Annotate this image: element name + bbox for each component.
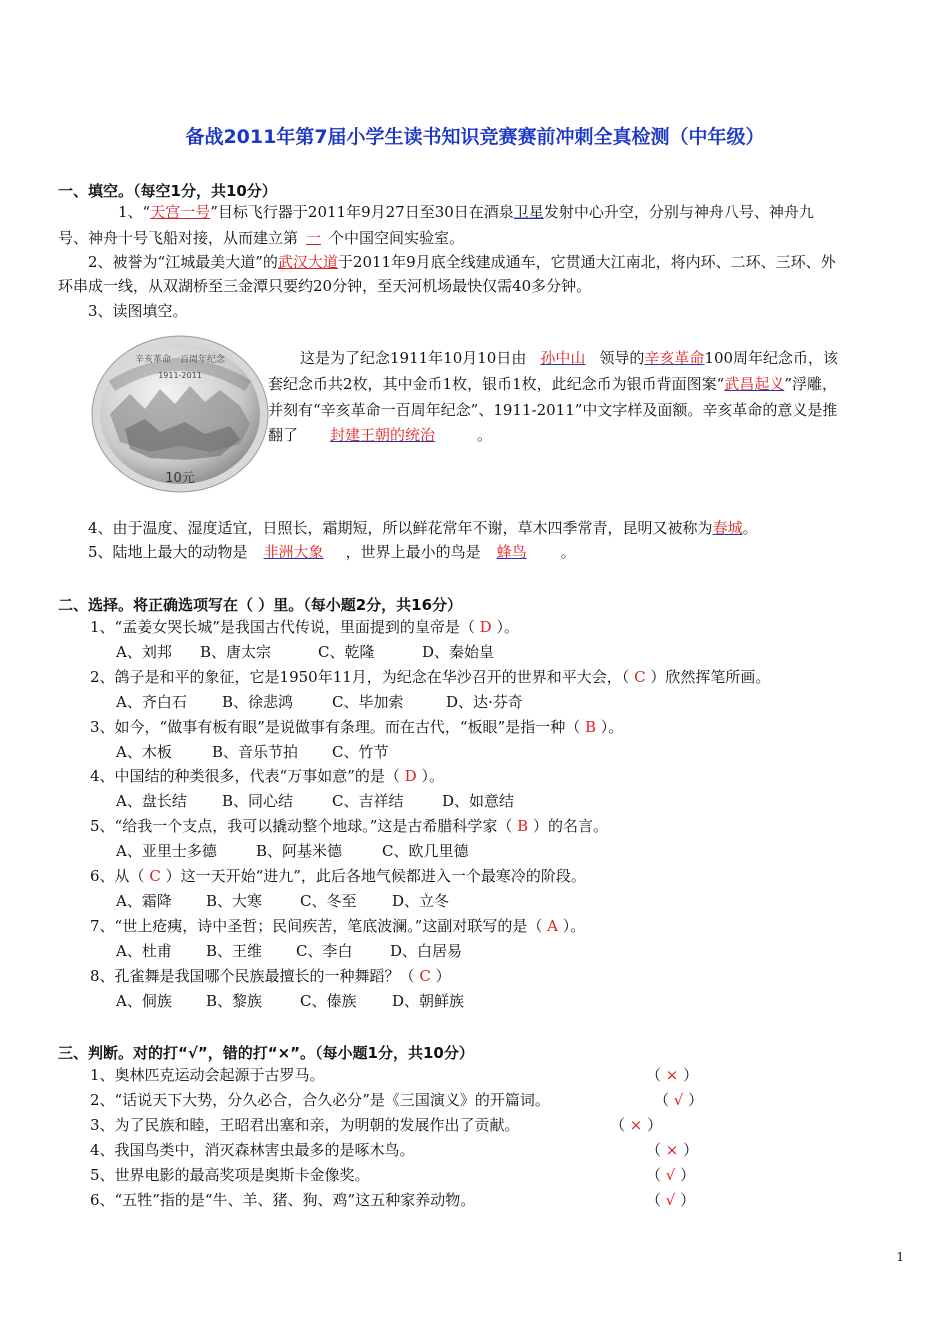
question-text: 6、从（: [90, 867, 145, 885]
answer-letter: B: [580, 717, 601, 736]
coin-top-text: 辛亥革命一百周年纪念: [134, 355, 226, 365]
answer-letter: C: [629, 667, 651, 686]
commemorative-coin-image: [90, 334, 270, 494]
question-text-end: ）: [435, 966, 451, 985]
choice-option: C、毕加索: [332, 692, 404, 711]
section-3-heading: 三、判断。对的打“√”，错的打“×”。（每小题1分，共10分）: [58, 1044, 474, 1062]
choice-option: D、秦始皇: [422, 643, 495, 661]
choice-option: C、冬至: [300, 892, 357, 910]
judgement-answer: （ √ ）: [654, 1091, 704, 1109]
question-text-end: ）的名言。: [532, 817, 608, 836]
question-text: 7、“世上疮痍，诗中圣哲；民间疾苦，笔底波澜。”这副对联写的是（: [90, 916, 543, 935]
choice-option: A、侗族: [116, 991, 172, 1010]
choice-option: C、竹节: [332, 742, 389, 761]
coin-years: 1911-2011: [158, 371, 202, 380]
answer-mark: √: [673, 1091, 684, 1109]
question-text: 8、孔雀舞是我国哪个民族最擅长的一种舞蹈？（: [90, 966, 415, 985]
q4-line: 4、由于温度、湿度适宜，日照长，霜期短，所以鲜花常年不谢，草木四季常青，昆明又被称为春城。: [88, 519, 758, 537]
answer-letter: C: [414, 966, 436, 985]
answer-mark: √: [665, 1191, 676, 1209]
question-text: 2、鸽子是和平的象征，它是1950年11月，为纪念在华沙召开的世界和平大会，（: [90, 667, 630, 686]
question-text-end: ）。: [496, 618, 519, 636]
page-number: 1: [896, 1250, 904, 1264]
choice-question: [90, 766, 444, 786]
choice-option: C、欧几里德: [382, 842, 469, 861]
choice-option: A、木板: [116, 742, 172, 761]
choice-question: [90, 916, 585, 936]
answer-mark: √: [665, 1166, 676, 1184]
section-1-heading: 一、填空。（每空1分，共10分）: [58, 182, 277, 200]
q3-label: 3、读图填空。: [88, 302, 188, 320]
choice-question: [90, 717, 623, 737]
judgement-question: 3、为了民族和睦，王昭君出塞和亲，为明朝的发展作出了贡献。: [90, 1116, 520, 1134]
choice-option: B、黎族: [206, 991, 263, 1010]
question-text-end: ）欣然挥笔所画。: [650, 667, 771, 686]
judgement-answer: （ × ）: [610, 1116, 663, 1134]
q5-line: 5、陆地上最大的动物是 非洲大象 ，世界上最小的鸟是 蜂鸟 。: [88, 543, 576, 561]
choice-option: A、杜甫: [116, 941, 172, 960]
choice-option: C、傣族: [300, 991, 357, 1010]
answer-mark: ×: [665, 1066, 679, 1084]
choice-option: B、阿基米德: [256, 842, 343, 861]
judgement-answer: （ × ）: [646, 1141, 699, 1159]
answer-mark: ×: [665, 1141, 679, 1159]
judgement-question: 6、“五牲”指的是“牛、羊、猪、狗、鸡”这五种家养动物。: [90, 1191, 476, 1209]
choice-option: A、亚里士多德: [116, 842, 217, 861]
question-text: 3、如今，“做事有板有眼”是说做事有条理。而在古代，“板眼”是指一种（: [90, 717, 581, 736]
choice-option: C、李白: [296, 941, 353, 960]
choice-option: A、刘邦: [116, 643, 172, 661]
judgement-question: 2、“话说天下大势，分久必合，合久必分”是《三国演义》的开篇词。: [90, 1091, 550, 1109]
q3-line-4: 翻了 封建王朝的统治 。: [268, 426, 493, 444]
question-text-end: ）。: [600, 717, 624, 736]
choice-option: B、音乐节拍: [212, 742, 299, 761]
choice-option: A、霜降: [116, 892, 172, 910]
coin-value: 10元: [165, 471, 195, 486]
answer-mark: ×: [629, 1116, 643, 1134]
choice-question: [90, 667, 770, 687]
choice-option: D、立冬: [392, 892, 450, 910]
choice-option: D、白居易: [390, 941, 463, 960]
q3-line-3: 并刻有“辛亥革命一百周年纪念”、1911-2011”中文字样及面额。辛亥革命的意义是推: [268, 401, 838, 419]
choice-question: [90, 966, 451, 986]
choice-question: [90, 617, 519, 637]
choice-option: C、乾隆: [318, 643, 375, 661]
choice-option: A、齐白石: [116, 692, 187, 711]
question-text: 4、中国结的种类很多，代表“万事如意”的是（: [90, 767, 400, 786]
answer-letter: D: [399, 767, 422, 786]
q3-line-1: 这是为了纪念1911年10月10日由 孙中山 领导的辛亥革命100周年纪念币，该: [300, 349, 839, 367]
judgement-question: 5、世界电影的最高奖项是奥斯卡金像奖。: [90, 1166, 370, 1184]
choice-option: B、同心结: [222, 792, 294, 811]
question-text-end: ）。: [421, 767, 444, 786]
choice-option: D、朝鲜族: [392, 991, 465, 1010]
judgement-question: 1、奥林匹克运动会起源于古罗马。: [90, 1066, 325, 1084]
judgement-answer: （ × ）: [646, 1066, 699, 1084]
q2-line-2: 环串成一线，从双湖桥至三金潭只要约20分钟，至天河机场最快仅需40多分钟。: [58, 277, 592, 295]
choice-option: B、王维: [206, 941, 263, 960]
choice-option: D、如意结: [442, 792, 515, 811]
choice-option: C、吉祥结: [332, 792, 404, 811]
question-text: 5、“给我一个支点，我可以撬动整个地球。”这是古希腊科学家（: [90, 817, 513, 836]
judgement-answer: （ √ ）: [646, 1191, 696, 1209]
section-2-heading: 二、选择。将正确选项写在（ ）里。（每小题2分，共16分）: [58, 596, 463, 614]
answer-letter: D: [474, 618, 497, 636]
judgement-question: 4、我国鸟类中，消灭森林害虫最多的是啄木鸟。: [90, 1141, 415, 1159]
judgement-answer: （ √ ）: [646, 1166, 696, 1184]
answer-letter: A: [542, 916, 563, 935]
question-text-end: ）。: [562, 916, 586, 935]
choice-option: D、达·芬奇: [446, 692, 523, 711]
choice-question: [90, 866, 586, 886]
q2-line-1: 2、被誉为“江城最美大道”的武汉大道于2011年9月底全线建成通车，它贯通大江南北，将内环、二环、三环、外: [88, 253, 836, 271]
q1-line-2: 号、神舟十号飞船对接，从而建立第 一 个中国空间实验室。: [58, 229, 465, 247]
question-text-end: ）这一天开始“进九”，此后各地气候都进入一个最寒冷的阶段。: [165, 867, 586, 885]
document-title: 备战2011年第7届小学生读书知识竞赛赛前冲刺全真检测（中年级）: [185, 126, 765, 148]
choice-question: [90, 816, 608, 836]
answer-letter: B: [512, 817, 533, 836]
q3-line-2: 套纪念币共2枚，其中金币1枚，银币1枚，此纪念币为银币背面图案“武昌起义”浮雕，: [268, 375, 837, 393]
choice-option: B、大寒: [206, 892, 263, 910]
q1-line-1: 1、“天宫一号”目标飞行器于2011年9月27日至30日在酒泉卫星发射中心升空，分别与神舟八号、神舟九: [118, 203, 814, 221]
answer-letter: C: [144, 867, 166, 885]
question-text: 1、“孟姜女哭长城”是我国古代传说，里面提到的皇帝是（: [90, 618, 475, 636]
choice-option: A、盘长结: [116, 792, 187, 811]
choice-option: B、徐悲鸿: [222, 692, 294, 711]
choice-option: B、唐太宗: [200, 643, 272, 661]
